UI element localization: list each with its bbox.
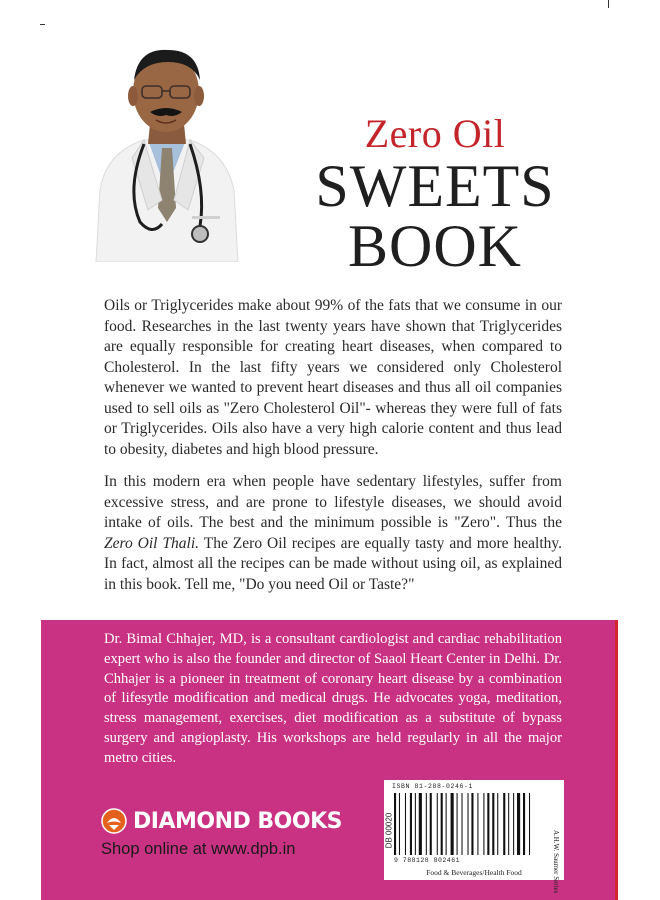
crop-mark bbox=[40, 24, 45, 25]
crop-mark bbox=[608, 0, 609, 8]
barcode-bar bbox=[437, 793, 438, 855]
barcode-bar bbox=[503, 793, 505, 855]
barcode-bar bbox=[508, 793, 509, 855]
isbn-text: ISBN 81-288-0246-1 bbox=[392, 783, 474, 790]
barcode-bar bbox=[410, 793, 412, 855]
barcode-bar bbox=[462, 793, 463, 855]
barcode-bar bbox=[513, 793, 514, 855]
publisher-block bbox=[101, 808, 342, 859]
title-sweets: SWEETS bbox=[315, 153, 555, 219]
barcode-bar bbox=[451, 793, 454, 855]
book-title bbox=[260, 111, 610, 279]
barcode-bar bbox=[441, 793, 443, 855]
barcode-bar bbox=[415, 793, 416, 855]
blurb-paragraph: In this modern era when people have sedentary lifestyles, suffer from excessive stress, and are prone to lifestyle diseases, we should avoid intake of oils. The best and the minimum possible is "Zero". Thus the Zero Oil Thali. The Zero Oil recipes are equally tasty and more healthy. In fact, almost all the recipes can be made without using oil, as explained in this book. Tell me, "Do you need Oil or Taste?" bbox=[104, 473, 563, 593]
barcode-bar bbox=[497, 793, 498, 855]
barcode-bar bbox=[487, 793, 489, 855]
barcode-panel bbox=[384, 780, 564, 880]
title-book: BOOK bbox=[347, 213, 522, 279]
blurb-paragraph: Oils or Triglycerides make about 99% of the fats that we consume in our food. Researches in the last twenty years have shown that Triglycerides are equally responsible for creating heart diseases, when compared to Cholesterol. In the last fifty years we considered only Cholesterol whenever we wanted to prevent heart diseases and thus all oil companies used to sell oils as "Zero Cholesterol Oil"- whereas they were full of fats or Triglycerides. Oils also have a very high calorie content and thus lead to obesity, diabetes and high blood pressure. bbox=[104, 297, 562, 458]
publisher-name: DIAMOND BOOKS bbox=[133, 808, 342, 834]
category-text: Food & Beverages/Health Food bbox=[426, 868, 522, 877]
spine-edge bbox=[615, 620, 618, 900]
barcode-bar bbox=[419, 793, 422, 855]
author-bio: Dr. Bimal Chhajer, MD, is a consultant cardiologist and cardiac rehabilitation expert who is also the founder and director of Saaol Heart Center in Delhi. Dr. Chhajer is a pioneer in treatment of coronary heart disease by a combination of lifesytle modification and medical drugs. He advocates yoga, meditation, stress management, exercises, diet modification as a substitute of bypass surgery and angioplasty. His workshops are held regularly in all the major metro cities. bbox=[104, 631, 562, 766]
barcode-digits: 9 788128 802461 bbox=[394, 857, 461, 864]
blurb-text bbox=[104, 296, 562, 607]
db-code: DB 00020 bbox=[384, 812, 394, 849]
diamond-books-logo-icon bbox=[101, 808, 127, 834]
barcode-bar bbox=[523, 793, 525, 855]
shop-online-link[interactable]: Shop online at www.dpb.in bbox=[101, 840, 296, 858]
barcode-bar bbox=[426, 793, 427, 855]
barcode-bar bbox=[477, 793, 478, 855]
author-photo bbox=[86, 40, 246, 262]
barcode-bar bbox=[399, 793, 400, 855]
barcode-bar bbox=[405, 793, 406, 855]
title-zero-oil: Zero Oil bbox=[364, 111, 506, 156]
barcode-bar bbox=[430, 793, 432, 855]
barcode-bar bbox=[517, 793, 520, 855]
barcode-bar bbox=[483, 793, 484, 855]
barcode-bar bbox=[529, 793, 530, 855]
barcode-bar bbox=[394, 793, 396, 855]
barcode-bar bbox=[457, 793, 458, 855]
barcode-bar bbox=[492, 793, 494, 855]
barcode-bar bbox=[471, 793, 473, 855]
series-text: A.H.W. Saumer Series bbox=[552, 830, 560, 894]
barcode bbox=[394, 793, 556, 855]
zero-oil-thali: Zero Oil Thali. bbox=[104, 534, 200, 552]
barcode-bar bbox=[468, 793, 469, 855]
barcode-bar bbox=[446, 793, 447, 855]
